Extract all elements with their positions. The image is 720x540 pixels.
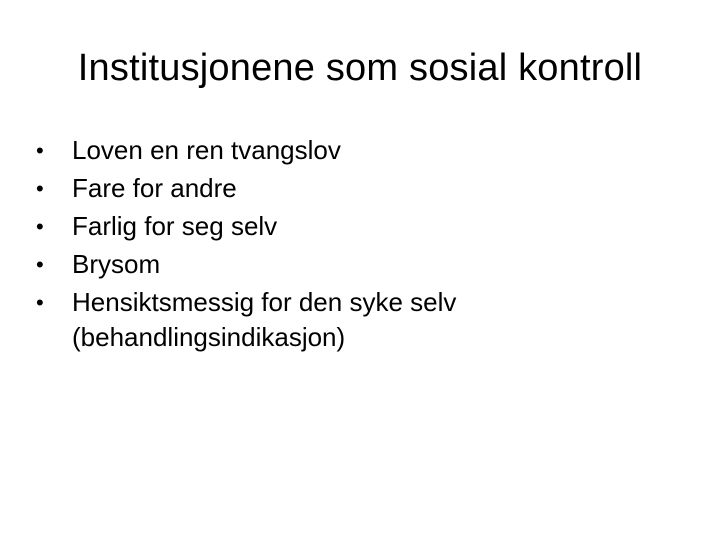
- bullet-list: [36, 133, 676, 358]
- slide-title: Institusjonene som sosial kontroll: [77, 47, 643, 89]
- bullet-text: Fare for andre: [72, 173, 237, 203]
- bullet-icon: •: [36, 290, 44, 315]
- bullet-text: Farlig for seg selv: [72, 211, 278, 241]
- bullet-icon: •: [36, 138, 44, 163]
- bullet-item: [36, 285, 676, 355]
- bullet-icon: •: [36, 252, 44, 277]
- bullet-icon: •: [36, 214, 44, 239]
- bullet-text: Hensiktsmessig for den syke selv (behandlingsindikasjon): [72, 287, 457, 352]
- bullet-item: [36, 209, 676, 244]
- bullet-item: [36, 133, 676, 168]
- bullet-text: Loven en ren tvangslov: [72, 135, 341, 165]
- bullet-icon: •: [36, 176, 44, 201]
- bullet-item: [36, 247, 676, 282]
- bullet-item: [36, 171, 676, 206]
- bullet-text: Brysom: [72, 249, 161, 279]
